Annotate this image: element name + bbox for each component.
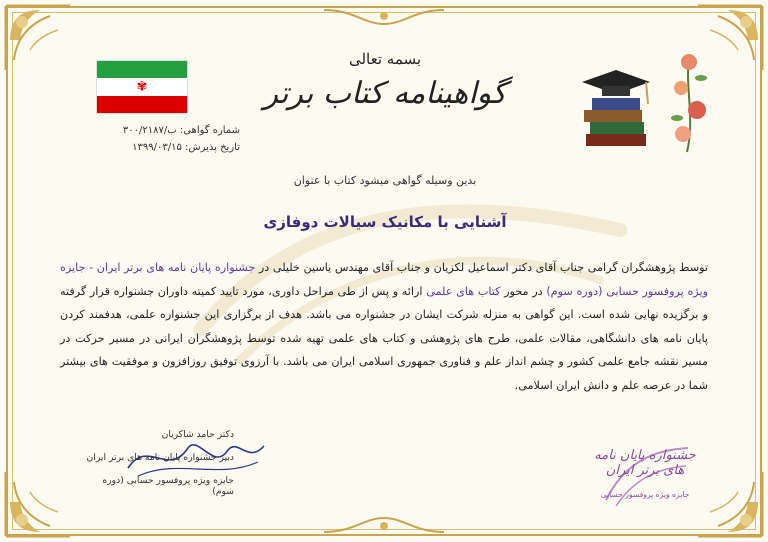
signer-role: دبیر جشنواره پایان نامه های برتر ایران [86,452,234,463]
intro-text: بدین وسیله گواهی میشود کتاب با عنوان [293,174,477,187]
axis-name: کتاب های علمی [426,284,501,298]
bottom-center-ornament [324,514,444,536]
logo-subtitle: جایزه ویژه پروفسور حسابی [600,490,690,499]
body-part-2: در محور [504,284,543,298]
body-part-1: توسط پژوهشگران گرامی جناب آقای دکتر اسماعیل لکزیان و جناب آقای مهندس یاسین خلیلی در [258,261,708,274]
certificate-title: گواهینامه کتاب برتر [263,76,507,111]
logo-name: جشنواره پایان نامه های برتر ایران [594,448,696,478]
corner-ornament [0,0,80,80]
top-center-ornament [324,6,444,28]
certificate-body [60,256,708,398]
festival-name: جشنواره پایان نامه های برتر ایران - جایزه ویژه پروفسور حسابی (دوره سوم) [60,261,708,298]
corner-ornament [688,462,768,542]
books-graduation-cap-icon [578,68,654,158]
signer-name: دکتر حامد شاکریان [161,429,234,440]
acceptance-date: تاریخ پذیرش: ۱۳۹۹/۰۳/۱۵ [132,142,240,153]
book-title: آشنایی با مکانیک سیالات دوفازی [263,213,507,231]
signer-award: جایزه ویژه پروفسور حسابی (دوره سوم) [102,475,234,497]
corner-ornament [0,462,80,542]
iran-flag-icon: ✾ [96,60,188,114]
flowers-decoration-icon [665,48,715,158]
body-part-3: ارائه و پس از طی مراحل داوری، مورد تایید کمیته داوران جشنواره قرار گرفته و برگزیده نهایی شده است. این گواهی به منزله شرکت ایشان در جشنواره می باشد. هدف از برگزاری این جشنواره علمی، هدفمند کردن پایان نامه های دانشگاهی، مقالات علمی، طرح های پژوهشی و کتاب های علمی تهیه شده توسط پژوهشگران ایرانی در مسیر حرکت در مسیر نقشه جامع علمی کشور و چشم انداز علم و فناوری جمهوری اسلامی ایران می باشد. با آرزوی توفیق روزافزون و موفقیت های بیشتر شما در عرصه علم و دانش ایران اسلامی. [60,284,708,392]
certificate-number: شماره گواهی: ب/۳۰۰/۲۱۸۷ [122,125,240,136]
bismillah-heading: بسمه تعالی [348,50,422,68]
